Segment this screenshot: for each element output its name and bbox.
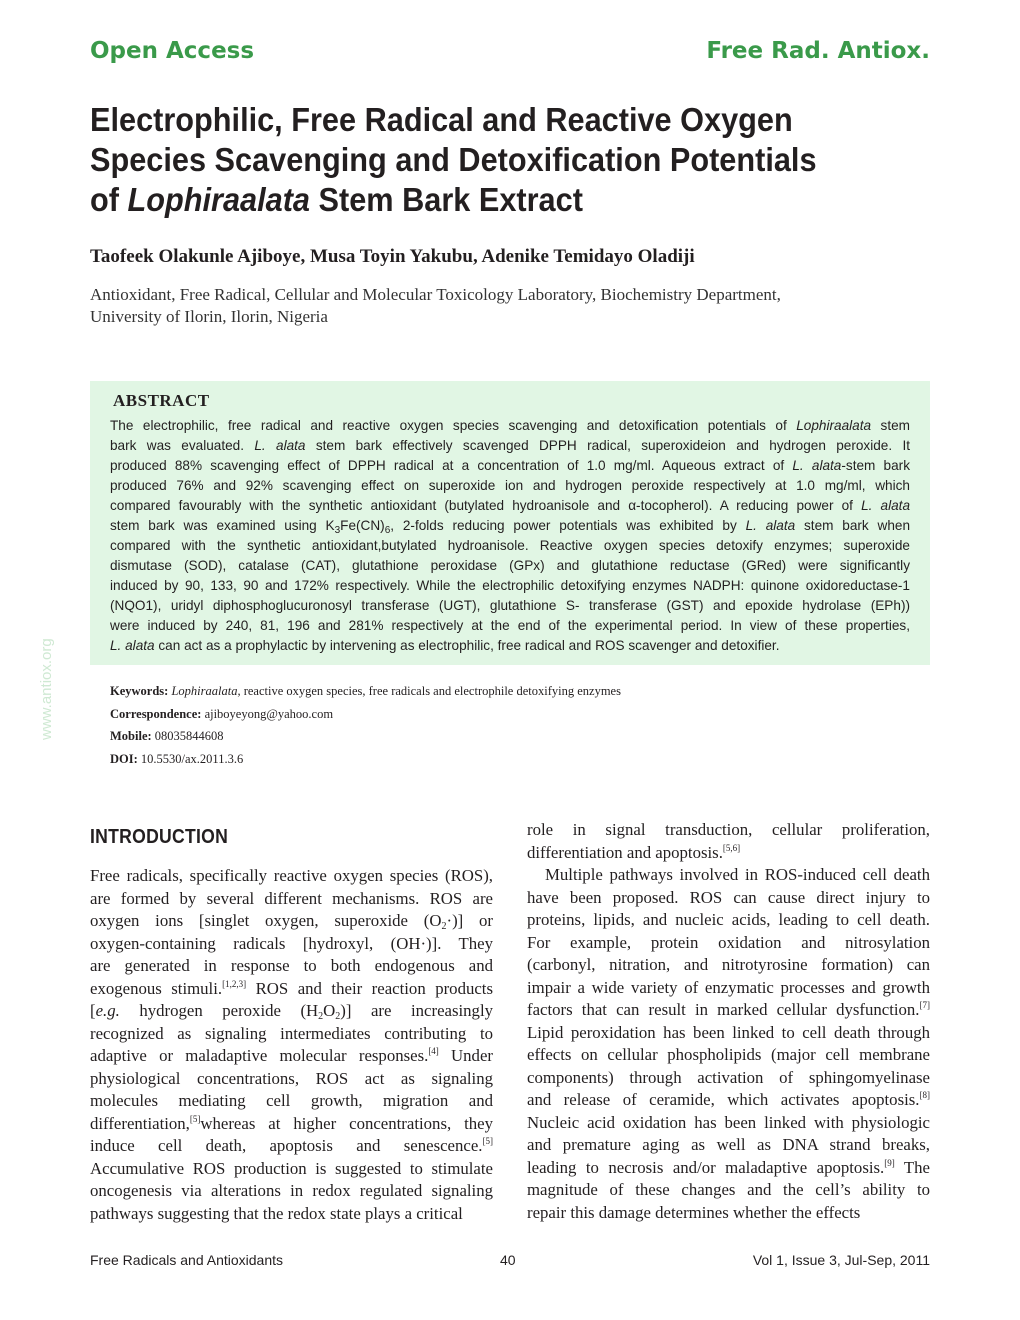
text-line: produced 76% and 92% scavenging effect on superoxide ion and hydrogen peroxide respectively at 1.0 mg/ml, which [110,478,910,493]
title-line [90,180,890,220]
text-line: were induced by 240, 81, 196 and 281% respectively at the end of the experimental period. In view of these properties, [110,618,910,633]
text-line: oxygen-containing radicals [hydroxyl, (OH·)]. They [90,933,493,953]
correspondence-row [110,707,333,722]
doi-value[interactable]: 10.5530/ax.2011.3.6 [137,752,244,766]
text-line: bark was evaluated. L. alata stem bark effectively scavenged DPPH radical, superoxideion and hydrogen peroxide. It [110,438,911,453]
body-column-left [90,865,493,1225]
text-line: recognized as signaling intermediates contributing to [90,1023,493,1043]
text-line: pathways suggesting that the redox state plays a critical [90,1203,463,1223]
text-line: Accumulative ROS production is suggested to stimulate [90,1158,493,1178]
watermark [18,590,78,740]
text-line: have been proposed. ROS can cause direct injury to [527,887,930,907]
text-line: proteins, lipids, and nucleic acids, leading to cell death. [527,910,930,929]
affiliation [90,284,781,328]
mobile-row [110,729,224,744]
title-text: of [90,181,128,218]
footer-journal: Free Radicals and Antioxidants [90,1252,283,1268]
text-line: magnitude of these changes and the cell’s ability to [527,1180,930,1199]
text-line: produced 88% scavenging effect of DPPH radical at a concentration of 1.0 mg/ml. Aqueous extract of L. alata-stem bark [110,458,910,473]
keywords-value: reactive oxygen species, free radicals and electrophile detoxifying enzymes [240,684,621,698]
abstract-body [110,416,910,656]
text-line: role in signal transduction, cellular proliferation, [527,820,930,839]
text-line: leading to necrosis and/or maladaptive apoptosis.[9] The [527,1157,931,1177]
text-line: and release of ceramide, which activates apoptosis.[8] [527,1090,930,1109]
text-line: effects on cellular phospholipids (major cell membrane [527,1045,930,1064]
text-line: oncogenesis via alterations in redox regulated signaling [90,1181,493,1200]
text-line: induced by 90, 133, 90 and 172% respectively. While the electrophilic detoxifying enzymes NADPH: quinone oxidoreductase-1 [110,578,910,593]
correspondence-email[interactable]: ajiboyeyong@yahoo.com [201,707,334,721]
text-line: exogenous stimuli.[1,2,3] ROS and their reaction products [90,978,493,998]
text-line: compared with the synthetic antioxidant,butylated hydroanisole. Reactive oxygen species detoxify enzymes; superoxide [110,538,910,553]
journal-abbreviation: Free Rad. Antiox. [706,38,930,64]
text-line: stem bark was examined using $K_3Fe(CN)_6$, 2-folds reducing power potentials was exhibited by L. alata stem bark when [110,518,911,536]
introduction-heading: INTRODUCTION [90,826,229,848]
mobile-value: 08035844608 [151,729,224,743]
text-line: oxygen ions [singlet oxygen, superoxide $(O_2\cdot)$] or [90,911,493,932]
text-line: differentiation,[5]whereas at higher concentrations, they [90,1113,493,1133]
text-line: physiological concentrations, ROS act as signaling [90,1068,493,1088]
keywords-label: Keywords: [110,684,169,698]
title-line: Electrophilic, Free Radical and Reactive Oxygen [90,101,793,138]
affiliation-line: Antioxidant, Free Radical, Cellular and Molecular Toxicology Laboratory, Biochemistry Department, [90,285,781,304]
text-line: differentiation and apoptosis.[5,6] [527,842,741,862]
affiliation-line: University of Ilorin, Ilorin, Nigeria [90,307,328,326]
title-line: Species Scavenging and Detoxification Potentials [90,141,817,178]
article-title [90,100,890,220]
mobile-label: Mobile: [110,729,152,743]
abstract-heading: ABSTRACT [113,391,210,410]
title-text: Stem Bark Extract [309,181,583,218]
text-line: components) through activation of sphingomyelinase [527,1067,930,1087]
doi-label: DOI: [110,752,138,766]
text-line: are generated in response to both endogenous and [90,956,493,975]
text-line: The electrophilic, free radical and reactive oxygen species scavenging and detoxification potentials of Lophiraalata stem [110,418,911,433]
text-line: repair this damage determines whether the effects [527,1202,861,1222]
text-line: molecules mediating cell growth, migration and [90,1091,493,1110]
watermark-text: www.antiox.org [38,638,55,740]
text-line: and premature aging as well as DNA strand breaks, [527,1135,930,1154]
text-line: factors that can result in marked cellular dysfunction.[7] [527,1000,930,1019]
correspondence-label: Correspondence: [110,707,202,721]
open-access-label: Open Access [90,38,255,64]
body-column-right [527,819,930,1224]
text-line: For example, protein oxidation and nitrosylation [527,932,930,952]
text-line: dismutase (SOD), catalase (CAT), glutathione peroxidase (GPx) and glutathione reductase (GRed) were significantly [110,558,910,573]
text-line: L. alata can act as a prophylactic by intervening as electrophilic, free radical and ROS scavenger and detoxifier. [110,638,780,653]
keywords-italic: Lophiraalata, [171,684,241,698]
text-line: Nucleic acid oxidation has been linked with physiologic [527,1112,930,1132]
text-line: induce cell death, apoptosis and senescence.[5] [90,1136,493,1155]
text-line: Free radicals, specifically reactive oxygen species (ROS), [90,866,493,885]
text-line: Lipid peroxidation has been linked to cell death through [527,1022,930,1042]
keywords-row [110,684,621,699]
text-line: (carbonyl, nitration, and nitrotyrosine formation) can [527,955,930,974]
text-line: Multiple pathways involved in ROS-induced cell death [545,865,930,884]
text-line: (NQO1), uridyl diphosphoglucuronosyl transferase (UGT), glutathione S- transferase (GST) and epoxide hydrolase (EPh)) [110,598,910,613]
text-line: compared favourably with the synthetic antioxidant (butylated hydroanisole and α-tocopherol). A reducing power of L. alata [110,498,910,513]
text-line: are formed by several different mechanisms. ROS are [90,888,493,908]
text-line: [e.g. hydrogen peroxide $(H_2O_2)$] are increasingly [90,1001,493,1022]
author-list: Taofeek Olakunle Ajiboye, Musa Toyin Yakubu, Adenike Temidayo Oladiji [90,246,695,267]
title-species-italic: Lophiraalata [127,181,310,218]
doi-row [110,752,243,767]
page-number: 40 [500,1252,516,1268]
text-line: adaptive or maladaptive molecular responses.[4] Under [90,1046,493,1065]
text-line: impair a wide variety of enzymatic processes and growth [527,977,930,997]
footer-issue: Vol 1, Issue 3, Jul-Sep, 2011 [752,1252,930,1268]
